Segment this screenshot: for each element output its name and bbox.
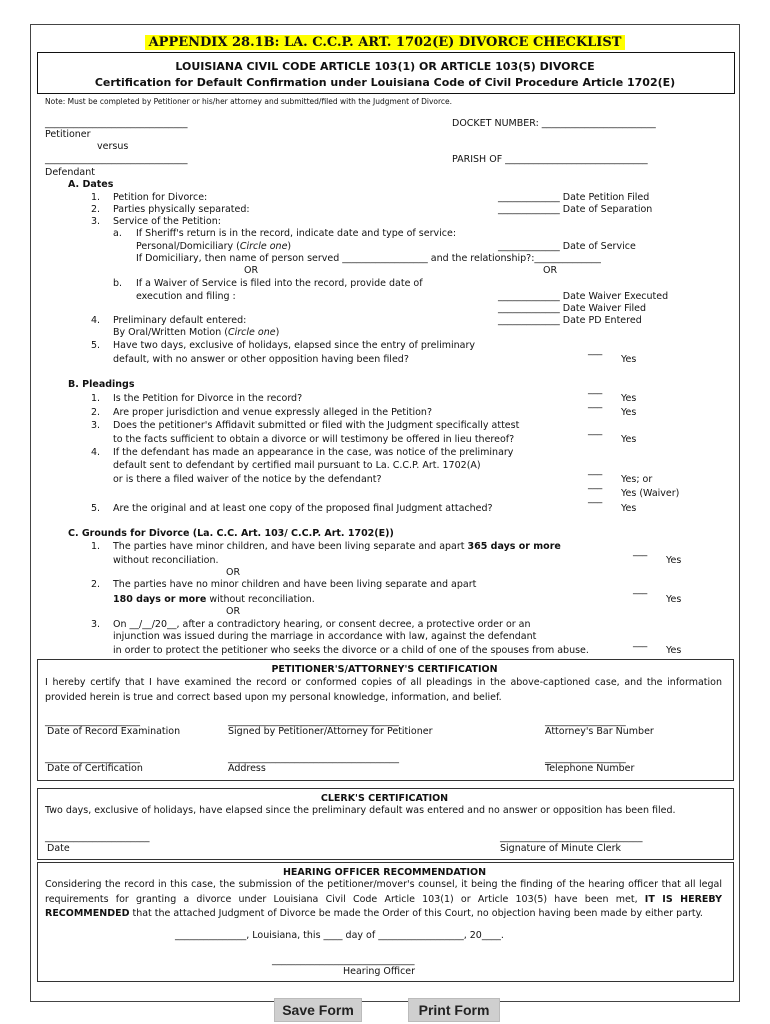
address-label: Address (228, 763, 266, 774)
note: Note: Must be completed by Petitioner or his/her attorney and submitted/filed with the Judgment of Divorce. (45, 97, 453, 106)
section-a-heading: A. Dates (68, 179, 114, 190)
item-text: in order to protect the petitioner who seeks the divorce or a child of one of the spouses from abuse. (113, 645, 589, 656)
date-of-service-field[interactable]: _____________ Date of Service (498, 241, 636, 252)
or-label: OR (543, 265, 558, 276)
clerk-signature-label: Signature of Minute Clerk (500, 843, 622, 854)
petitioner-label: Petitioner (45, 129, 91, 140)
person-served-field[interactable]: If Domiciliary, then name of person served __________________ and the relationship?:______________ (136, 253, 601, 264)
signature-label: Signed by Petitioner/Attorney for Petitioner (228, 726, 433, 737)
answer-checkbox[interactable]: ___ (633, 637, 648, 648)
item-text: or is there a filed waiver of the notice by the defendant? (113, 474, 382, 485)
clerk-cert-heading: CLERK'S CERTIFICATION (320, 793, 449, 804)
yes-label: Yes (666, 555, 682, 566)
item-number: 3. (91, 216, 101, 227)
save-form-button[interactable]: Save Form (274, 998, 362, 1022)
answer-checkbox[interactable]: ___ (588, 425, 603, 436)
item-number: 5. (91, 503, 101, 514)
date-of-separation-field[interactable]: _____________ Date of Separation (498, 204, 653, 215)
item-text: without reconciliation. (113, 555, 219, 566)
item-number: 2. (91, 407, 101, 418)
hearing-date-field[interactable]: _______________, Louisiana, this ____ day of __________________, 20____. (175, 930, 504, 941)
answer-checkbox[interactable]: ___ (633, 546, 648, 557)
item-text: Service of the Petition: (113, 216, 221, 227)
bar-number-field[interactable]: _________________ (545, 716, 626, 727)
bar-number-label: Attorney's Bar Number (545, 726, 654, 737)
yes-label: Yes (666, 594, 682, 605)
answer-checkbox[interactable]: ___ (633, 584, 648, 595)
yes-label: Yes (621, 354, 637, 365)
item-text: The parties have minor children, and have been living separate and apart 365 days or more (113, 541, 561, 552)
date-waiver-executed-field[interactable]: _____________ Date Waiver Executed (498, 291, 669, 302)
date-exam-field[interactable]: ____________________ (45, 716, 140, 727)
header-line-2: Certification for Default Confirmation under Louisiana Code of Civil Procedure Article 1702(E) (94, 76, 676, 89)
yes-label: Yes (621, 503, 637, 514)
item-text: If the defendant has made an appearance in the case, was notice of the preliminary (113, 447, 514, 458)
item-text: Petition for Divorce: (113, 192, 208, 203)
item-text: If Sheriff's return is in the record, indicate date and type of service: (136, 228, 457, 239)
clerk-signature-field[interactable]: ______________________________ (500, 832, 643, 843)
yes-or-label: Yes; or (621, 474, 653, 485)
item-number: 2. (91, 204, 101, 215)
item-number: 4. (91, 447, 101, 458)
item-text: Preliminary default entered: (113, 315, 247, 326)
date-cert-label: Date of Certification (47, 763, 143, 774)
item-text: On __/__/20__, after a contradictory hearing, or consent decree, a protective order or an (113, 619, 531, 630)
or-label: OR (244, 265, 259, 276)
yes-label: Yes (621, 434, 637, 445)
section-b-heading: B. Pleadings (68, 379, 135, 390)
item-number: 3. (91, 619, 101, 630)
or-label: OR (226, 606, 241, 617)
item-letter: b. (113, 278, 123, 289)
item-text: If a Waiver of Service is filed into the record, provide date of (136, 278, 423, 289)
item-number: 2. (91, 579, 101, 590)
versus-label: versus (97, 141, 129, 152)
item-text: 180 days or more without reconciliation. (113, 594, 315, 605)
address-field[interactable]: ____________________________________ (228, 753, 399, 764)
date-petition-filed-field[interactable]: _____________ Date Petition Filed (498, 192, 650, 203)
item-text: execution and filing : (136, 291, 236, 302)
answer-checkbox[interactable]: ___ (588, 398, 603, 409)
answer-checkbox[interactable]: ___ (588, 345, 603, 356)
item-text: Are the original and at least one copy of the proposed final Judgment attached? (113, 503, 493, 514)
item-text: Have two days, exclusive of holidays, elapsed since the entry of preliminary (113, 340, 476, 351)
telephone-field[interactable]: _________________ (545, 753, 626, 764)
attorney-signature-field[interactable]: ____________________________________ (228, 716, 399, 727)
attorney-cert-text: I hereby certify that I have examined the record or conformed copies of all pleadings in the above-captioned case, and the information provided herein is true and correct based upon my personal knowledge, information, and belief. (45, 677, 722, 703)
item-text: Parties physically separated: (113, 204, 250, 215)
defendant-line[interactable]: ______________________________ (45, 154, 188, 165)
item-text: The parties have no minor children and have been living separate and apart (113, 579, 477, 590)
or-label: OR (226, 567, 241, 578)
answer-checkbox[interactable]: ___ (588, 384, 603, 395)
hearing-text: Considering the record in this case, the submission of the petitioner/mover's counsel, it being the finding of the hearing officer that all legal requirements for granting a divorce under Louisiana Civil Code Article 103(1) or Article 103(5) have been met, IT IS HEREBY RECOMMENDED that the attached Judgment of Divorce be made the Order of this Court, no objection having been made by either party. (45, 879, 723, 919)
item-number: 3. (91, 420, 101, 431)
defendant-label: Defendant (45, 167, 95, 178)
answer-checkbox[interactable]: ___ (588, 493, 603, 504)
docket-number-field[interactable]: DOCKET NUMBER: ________________________ (452, 118, 656, 129)
item-number: 1. (91, 393, 101, 404)
item-number: 5. (91, 340, 101, 351)
item-number: 1. (91, 541, 101, 552)
clerk-date-label: Date (47, 843, 70, 854)
item-letter: a. (113, 228, 122, 239)
header-line-1: LOUISIANA CIVIL CODE ARTICLE 103(1) OR ARTICLE 103(5) DIVORCE (175, 60, 595, 73)
hearing-officer-signature-field[interactable]: ______________________________ (272, 955, 415, 966)
yes-label: Yes (621, 393, 637, 404)
answer-checkbox[interactable]: ___ (588, 465, 603, 476)
yes-label: Yes (621, 407, 637, 418)
clerk-cert-text: Two days, exclusive of holidays, have elapsed since the preliminary default was entered and no answer or opposition has been filed. (45, 805, 676, 816)
item-text: Are proper jurisdiction and venue expressly alleged in the Petition? (113, 407, 432, 418)
hearing-heading: HEARING OFFICER RECOMMENDATION (282, 867, 487, 878)
service-type-text: Personal/Domiciliary (Circle one) (136, 241, 292, 252)
answer-checkbox[interactable]: ___ (588, 479, 603, 490)
page-title: APPENDIX 28.1B: LA. C.C.P. ART. 1702(E) DIVORCE CHECKLIST (0, 35, 770, 50)
item-text: Is the Petition for Divorce in the record? (113, 393, 303, 404)
date-cert-field[interactable]: ____________________ (45, 753, 140, 764)
petitioner-line[interactable]: ______________________________ (45, 118, 188, 129)
section-c-heading: C. Grounds for Divorce (La. C.C. Art. 103/ C.C.P. Art. 1702(E)) (68, 528, 394, 539)
yes-label: Yes (666, 645, 682, 656)
item-number: 1. (91, 192, 101, 203)
parish-field[interactable]: PARISH OF ______________________________ (452, 154, 648, 165)
clerk-date-field[interactable]: ______________________ (45, 832, 150, 843)
item-text: Does the petitioner's Affidavit submitted or filed with the Judgment specifically attest (113, 420, 520, 431)
item-text: to the facts sufficient to obtain a divorce or will testimony be offered in lieu thereof? (113, 434, 515, 445)
hearing-officer-label: Hearing Officer (343, 966, 416, 977)
item-text: default, with no answer or other opposition having been filed? (113, 354, 409, 365)
item-number: 4. (91, 315, 101, 326)
date-exam-label: Date of Record Examination (47, 726, 181, 737)
attorney-cert-heading: PETITIONER'S/ATTORNEY'S CERTIFICATION (271, 664, 498, 675)
motion-type-text: By Oral/Written Motion (Circle one) (113, 327, 280, 338)
print-form-button[interactable]: Print Form (408, 998, 500, 1022)
date-pd-entered-field[interactable]: _____________ Date PD Entered (498, 315, 642, 326)
item-text: injunction was issued during the marriage in accordance with law, against the defendant (113, 631, 537, 642)
yes-waiver-label: Yes (Waiver) (621, 488, 680, 499)
date-waiver-filed-field[interactable]: _____________ Date Waiver Filed (498, 303, 647, 314)
telephone-label: Telephone Number (545, 763, 635, 774)
item-text: default sent to defendant by certified mail pursuant to La. C.C.P. Art. 1702(A) (113, 460, 481, 471)
